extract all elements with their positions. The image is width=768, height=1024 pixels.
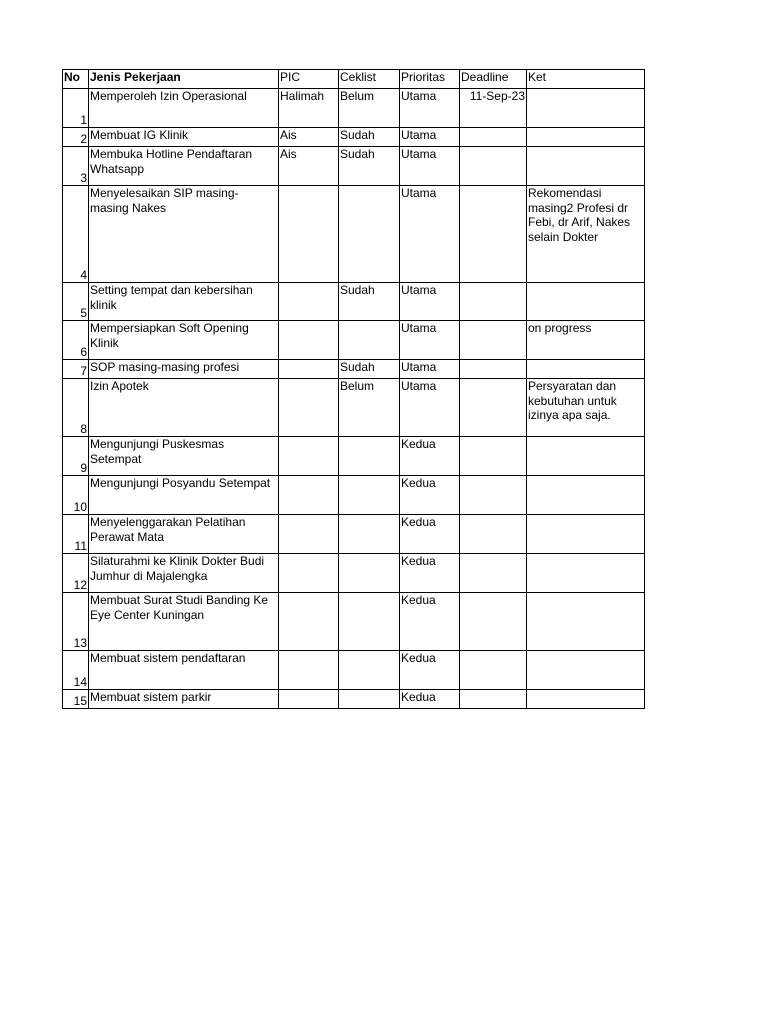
cell-prioritas: Utama: [400, 147, 460, 186]
cell-prioritas: Kedua: [400, 651, 460, 690]
cell-deadline: 11-Sep-23: [460, 89, 527, 128]
cell-jenis: Memperoleh Izin Operasional: [89, 89, 279, 128]
cell-pic: [279, 360, 339, 379]
cell-deadline: [460, 437, 527, 476]
cell-ket: [527, 651, 645, 690]
cell-pic: [279, 593, 339, 651]
cell-ket: [527, 147, 645, 186]
cell-pic: [279, 186, 339, 283]
cell-ceklist: [339, 690, 400, 709]
cell-pic: Ais: [279, 128, 339, 147]
cell-ceklist: [339, 476, 400, 515]
cell-pic: [279, 476, 339, 515]
cell-ket: [527, 690, 645, 709]
cell-ket: [527, 283, 645, 321]
cell-ceklist: Sudah: [339, 283, 400, 321]
cell-ceklist: [339, 437, 400, 476]
cell-deadline: [460, 379, 527, 437]
cell-ket: [527, 515, 645, 554]
cell-deadline: [460, 321, 527, 360]
task-table: [62, 69, 645, 709]
cell-ceklist: [339, 321, 400, 360]
header-prioritas: Prioritas: [400, 70, 460, 89]
cell-prioritas: Kedua: [400, 476, 460, 515]
cell-jenis: Mengunjungi Puskesmas Setempat: [89, 437, 279, 476]
cell-jenis: SOP masing-masing profesi: [89, 360, 279, 379]
header-pic: PIC: [279, 70, 339, 89]
cell-prioritas: Utama: [400, 128, 460, 147]
cell-no: 3: [63, 147, 89, 186]
cell-deadline: [460, 515, 527, 554]
cell-pic: [279, 515, 339, 554]
cell-jenis: Menyelenggarakan Pelatihan Perawat Mata: [89, 515, 279, 554]
cell-deadline: [460, 593, 527, 651]
cell-prioritas: Kedua: [400, 593, 460, 651]
cell-ket: on progress: [527, 321, 645, 360]
cell-pic: [279, 283, 339, 321]
cell-ceklist: [339, 651, 400, 690]
cell-jenis: Silaturahmi ke Klinik Dokter Budi Jumhur di Majalengka: [89, 554, 279, 593]
cell-prioritas: Utama: [400, 89, 460, 128]
cell-deadline: [460, 554, 527, 593]
cell-jenis: Membuat IG Klinik: [89, 128, 279, 147]
header-jenis-pekerjaan: Jenis Pekerjaan: [89, 70, 279, 89]
cell-ceklist: Sudah: [339, 128, 400, 147]
cell-no: 4: [63, 186, 89, 283]
cell-prioritas: Utama: [400, 321, 460, 360]
table-row: [63, 360, 645, 379]
header-deadline: Deadline: [460, 70, 527, 89]
cell-no: 1: [63, 89, 89, 128]
table-row: [63, 186, 645, 283]
cell-prioritas: Utama: [400, 360, 460, 379]
cell-prioritas: Kedua: [400, 690, 460, 709]
cell-ceklist: Sudah: [339, 360, 400, 379]
cell-pic: Halimah: [279, 89, 339, 128]
cell-ket: [527, 89, 645, 128]
header-ceklist: Ceklist: [339, 70, 400, 89]
cell-deadline: [460, 690, 527, 709]
cell-jenis: Membuat sistem parkir: [89, 690, 279, 709]
cell-jenis: Setting tempat dan kebersihan klinik: [89, 283, 279, 321]
cell-deadline: [460, 283, 527, 321]
cell-no: 5: [63, 283, 89, 321]
cell-ket: [527, 437, 645, 476]
table-row: [63, 147, 645, 186]
table-row: [63, 321, 645, 360]
table-row: [63, 283, 645, 321]
table-row: [63, 379, 645, 437]
cell-ket: [527, 128, 645, 147]
cell-pic: [279, 651, 339, 690]
cell-ket: Rekomendasi masing2 Profesi dr Febi, dr Arif, Nakes selain Dokter: [527, 186, 645, 283]
cell-deadline: [460, 651, 527, 690]
cell-ket: [527, 593, 645, 651]
cell-no: 10: [63, 476, 89, 515]
cell-deadline: [460, 147, 527, 186]
cell-prioritas: Utama: [400, 379, 460, 437]
table-row: [63, 437, 645, 476]
cell-ket: Persyaratan dan kebutuhan untuk izinya apa saja.: [527, 379, 645, 437]
cell-deadline: [460, 476, 527, 515]
cell-no: 2: [63, 128, 89, 147]
table-row: [63, 89, 645, 128]
cell-prioritas: Kedua: [400, 515, 460, 554]
cell-pic: Ais: [279, 147, 339, 186]
cell-jenis: Membuat Surat Studi Banding Ke Eye Center Kuningan: [89, 593, 279, 651]
header-ket: Ket: [527, 70, 645, 89]
cell-jenis: Menyelesaikan SIP masing-masing Nakes: [89, 186, 279, 283]
cell-prioritas: Utama: [400, 283, 460, 321]
cell-ceklist: [339, 593, 400, 651]
cell-prioritas: Utama: [400, 186, 460, 283]
cell-jenis: Mempersiapkan Soft Opening Klinik: [89, 321, 279, 360]
cell-ket: [527, 554, 645, 593]
cell-prioritas: Kedua: [400, 554, 460, 593]
table-row: [63, 554, 645, 593]
cell-ket: [527, 360, 645, 379]
cell-ceklist: Sudah: [339, 147, 400, 186]
table-row: [63, 128, 645, 147]
cell-pic: [279, 379, 339, 437]
table-row: [63, 476, 645, 515]
cell-pic: [279, 554, 339, 593]
cell-ceklist: Belum: [339, 379, 400, 437]
cell-ceklist: Belum: [339, 89, 400, 128]
header-row: [63, 70, 645, 89]
cell-no: 7: [63, 360, 89, 379]
table-row: [63, 593, 645, 651]
cell-jenis: Mengunjungi Posyandu Setempat: [89, 476, 279, 515]
cell-no: 13: [63, 593, 89, 651]
cell-deadline: [460, 360, 527, 379]
cell-no: 6: [63, 321, 89, 360]
cell-pic: [279, 437, 339, 476]
cell-pic: [279, 321, 339, 360]
cell-jenis: Membuat sistem pendaftaran: [89, 651, 279, 690]
cell-deadline: [460, 128, 527, 147]
cell-no: 11: [63, 515, 89, 554]
header-no: No: [63, 70, 89, 89]
cell-ceklist: [339, 186, 400, 283]
cell-pic: [279, 690, 339, 709]
cell-no: 14: [63, 651, 89, 690]
cell-deadline: [460, 186, 527, 283]
table-row: [63, 690, 645, 709]
cell-ceklist: [339, 515, 400, 554]
cell-no: 12: [63, 554, 89, 593]
cell-jenis: Membuka Hotline Pendaftaran Whatsapp: [89, 147, 279, 186]
cell-ceklist: [339, 554, 400, 593]
cell-ket: [527, 476, 645, 515]
cell-prioritas: Kedua: [400, 437, 460, 476]
cell-no: 15: [63, 690, 89, 709]
cell-jenis: Izin Apotek: [89, 379, 279, 437]
cell-no: 9: [63, 437, 89, 476]
table-row: [63, 515, 645, 554]
cell-no: 8: [63, 379, 89, 437]
table-row: [63, 651, 645, 690]
